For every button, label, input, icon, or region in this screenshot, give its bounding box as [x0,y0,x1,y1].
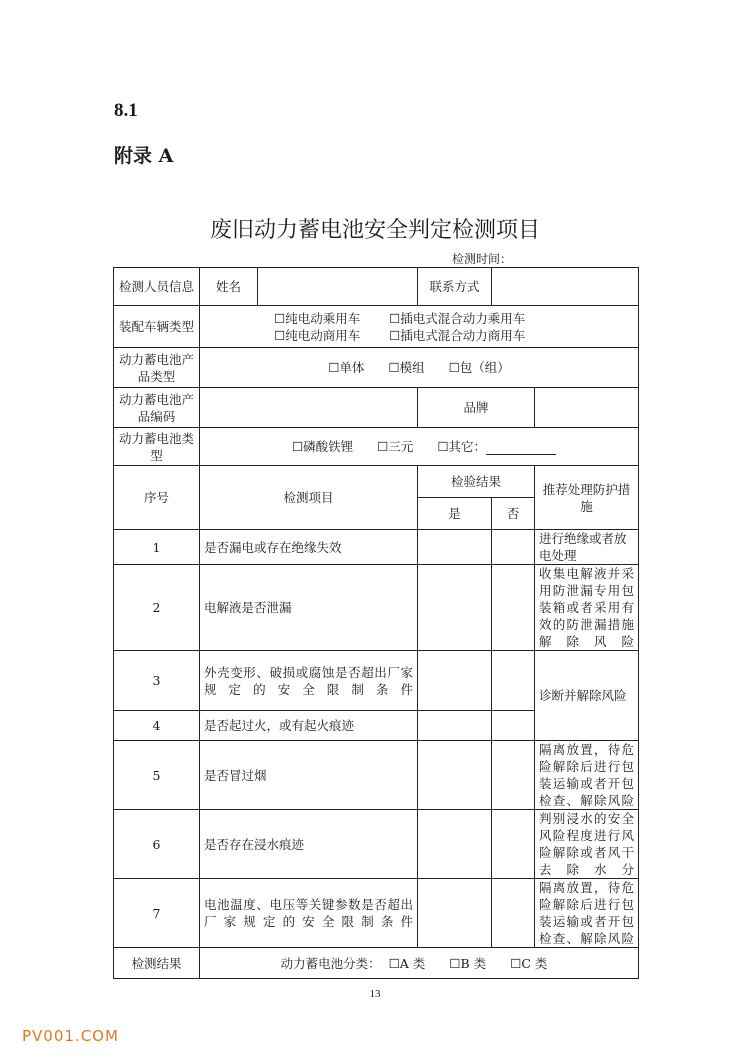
row-no-cell[interactable] [492,530,535,565]
product-opt-cell[interactable]: ☐单体 [328,360,365,375]
name-field[interactable] [258,268,418,306]
row-item: 电解液是否泄漏 [200,565,418,651]
row-measure: 收集电解液并采用防泄漏专用包装箱或者采用有效的防泄漏措施解除风险 [535,565,639,651]
row-no-cell[interactable] [492,741,535,810]
class-opt-c[interactable]: ☐C 类 [510,955,548,971]
section-number: 8.1 [114,100,138,121]
product-opt-module[interactable]: ☐模组 [388,360,425,375]
row-seq: 1 [114,530,200,565]
inspection-form-table [113,267,639,979]
row-measure: 隔离放置，待危险解除后进行包装运输或者开包检查、解除风险 [535,741,639,810]
footer-label: 检测结果 [114,948,200,979]
form-title: 废旧动力蓄电池安全判定检测项目 [209,218,540,243]
watermark: PV001.COM [22,1027,119,1045]
table-row [114,651,639,711]
table-row [114,879,639,948]
row-yes-cell[interactable] [418,741,492,810]
table-row [114,810,639,879]
vehicle-type-label: 装配车辆类型 [114,306,200,348]
header-row-1 [114,466,639,498]
row-seq: 3 [114,651,200,711]
row-measure: 进行绝缘或者放电处理 [535,530,639,565]
row-measure: 隔离放置，待危险解除后进行包装运输或者开包检查、解除风险 [535,879,639,948]
row-item: 是否冒过烟 [200,741,418,810]
row-item: 外壳变形、破损或腐蚀是否超出厂家规定的安全限制条件 [200,651,418,711]
product-code-row [114,388,639,428]
battery-type-row [114,428,639,466]
name-label: 姓名 [200,268,258,306]
row-seq: 5 [114,741,200,810]
row-no-cell[interactable] [492,810,535,879]
battery-opt-other[interactable]: ☐其它： [437,439,487,454]
row-measure: 诊断并解除风险 [535,651,639,741]
product-type-options [200,348,639,388]
product-type-row [114,348,639,388]
vehicle-opt-ev-passenger[interactable]: ☐纯电动乘用车 [274,310,361,326]
row-no-cell[interactable] [492,879,535,948]
row-yes-cell[interactable] [418,810,492,879]
contact-label: 联系方式 [418,268,492,306]
inspector-label: 检测人员信息 [114,268,200,306]
row-seq: 2 [114,565,200,651]
contact-field[interactable] [492,268,639,306]
appendix-heading: 附录 A [114,145,174,167]
row-yes-cell[interactable] [418,651,492,711]
inspect-time-label: 检测时间： [452,252,513,266]
row-yes-cell[interactable] [418,565,492,651]
row-yes-cell[interactable] [418,530,492,565]
vehicle-opt-ev-commercial[interactable]: ☐纯电动商用车 [274,327,361,343]
product-code-label: 动力蓄电池产品编码 [114,388,200,428]
battery-other-blank[interactable] [486,441,556,455]
row-seq: 4 [114,711,200,741]
yes-header: 是 [418,498,492,530]
brand-label: 品牌 [418,388,535,428]
result-header: 检验结果 [418,466,535,498]
no-header: 否 [492,498,535,530]
vehicle-opt-phev-commercial[interactable]: ☐插电式混合动力商用车 [389,327,526,343]
vehicle-type-row [114,306,639,348]
row-yes-cell[interactable] [418,711,492,741]
row-item: 电池温度、电压等关键参数是否超出厂家规定的安全限制条件 [200,879,418,948]
row-seq: 6 [114,810,200,879]
row-measure: 判别浸水的安全风险程度进行风险解除或者风干去除水分 [535,810,639,879]
table-row [114,530,639,565]
page-number: 13 [369,988,381,1000]
battery-opt-ternary[interactable]: ☐三元 [377,439,414,454]
battery-type-options [200,428,639,466]
vehicle-opt-phev-passenger[interactable]: ☐插电式混合动力乘用车 [389,310,526,326]
row-no-cell[interactable] [492,565,535,651]
brand-field[interactable] [535,388,639,428]
row-yes-cell[interactable] [418,879,492,948]
classification-label: 动力蓄电池分类： [280,955,381,971]
row-item: 是否漏电或存在绝缘失效 [200,530,418,565]
row-no-cell[interactable] [492,711,535,741]
row-no-cell[interactable] [492,651,535,711]
measure-header: 推荐处理防护措施 [535,466,639,530]
classification-options [200,948,639,979]
item-header: 检测项目 [200,466,418,530]
table-row [114,741,639,810]
product-code-field[interactable] [200,388,418,428]
row-item: 是否存在浸水痕迹 [200,810,418,879]
battery-opt-lfp[interactable]: ☐磷酸铁锂 [291,439,354,454]
class-opt-a[interactable]: ☐A 类 [388,955,426,971]
product-opt-pack[interactable]: ☐包（组） [448,360,510,375]
battery-type-label: 动力蓄电池类型 [114,428,200,466]
product-type-label: 动力蓄电池产品类型 [114,348,200,388]
result-row [114,948,639,979]
row-item: 是否起过火，或有起火痕迹 [200,711,418,741]
inspector-row [114,268,639,306]
table-row [114,565,639,651]
row-seq: 7 [114,879,200,948]
vehicle-type-options [200,306,639,348]
class-opt-b[interactable]: ☐B 类 [449,955,487,971]
seq-header: 序号 [114,466,200,530]
